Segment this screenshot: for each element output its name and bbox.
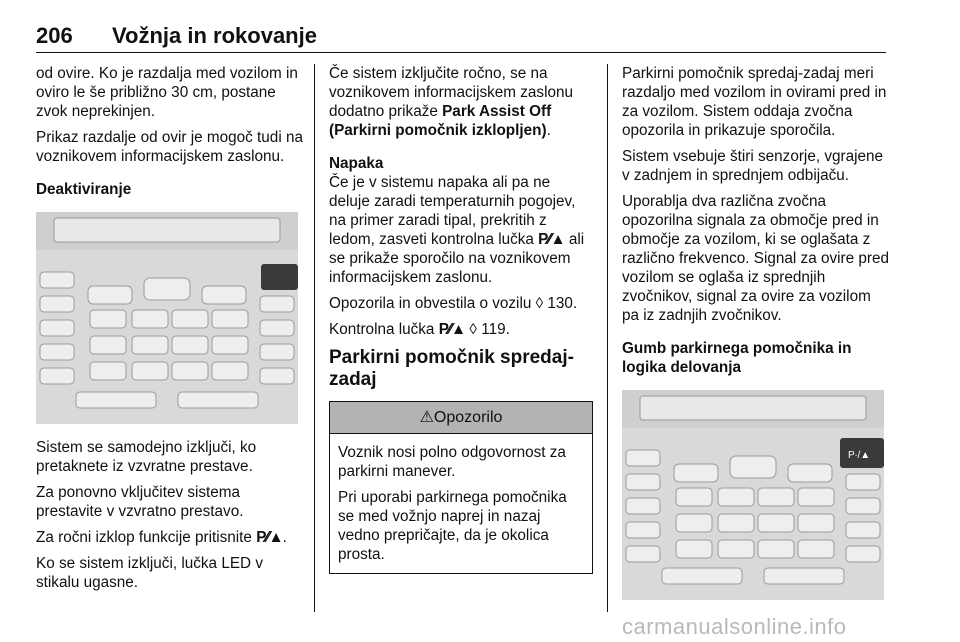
paragraph: Kontrolna lučka P⁄⁄▲ ◊ 119. — [329, 321, 510, 338]
section-heading-deactivate: Deaktiviranje — [36, 181, 132, 198]
column-2 — [329, 64, 593, 582]
paragraph: Sistem vsebuje štiri senzorje, vgrajene v zadnjem in sprednjem odbijaču. — [622, 148, 884, 184]
paragraph: Če sistem izključite ročno, se na voznikovem informacijskem zaslonu dodatno prikaže Park Assist Off (Parkirni pomočnik izklopljen). — [329, 65, 573, 139]
paragraph: Ko se sistem izključi, lučka LED v stikalu ugasne. — [36, 555, 263, 591]
column-divider — [607, 64, 608, 612]
paragraph: Pri uporabi parkirnega pomočnika se med vožnjo naprej in nazaj vedno prepričajte, da je okolica prosta. — [338, 489, 567, 563]
paragraph: Sistem se samodejno izključi, ko pretaknete iz vzvratne prestave. — [36, 439, 257, 475]
warning-title: Opozorilo — [433, 409, 503, 426]
display-message: Park Assist Off (Parkirni pomočnik izklopljen) — [329, 103, 552, 139]
paragraph: Za ročni izklop funkcije pritisnite P⁄⁄▲. — [36, 529, 287, 546]
section-heading-fault: Napaka — [329, 155, 384, 172]
chapter-title: Vožnja in rokovanje — [112, 23, 317, 48]
watermark: carmanualsonline.info — [622, 614, 847, 639]
warning-icon: ⚠ — [419, 409, 434, 426]
paragraph: Prikaz razdalje od ovir je mogoč tudi na voznikovem informacijskem zaslonu. — [36, 129, 303, 165]
park-assist-icon: P⁄⁄▲ — [256, 529, 283, 546]
section-heading-front-rear: Parkirni pomočnik spredaj-zadaj — [329, 347, 574, 390]
warning-box — [329, 401, 593, 574]
column-divider — [314, 64, 315, 612]
paragraph: Uporablja dva različna zvočna opozorilna signala za območje pred in območje za vozilom, ki se oglašata z različno frekvenco. Signal za ovire pred vozilom se oglaša iz sprednjih zvočnikov, signal za ovire za vozilom pa iz zadnjih zvočnikov. — [622, 193, 889, 324]
column-1 — [36, 64, 304, 599]
warning-header — [330, 402, 592, 434]
section-heading-button-logic: Gumb parkirnega pomočnika in logika delovanja — [622, 340, 852, 376]
page-number: 206 — [36, 23, 73, 48]
paragraph: Opozorila in obvestila o vozilu ◊ 130. — [329, 295, 578, 312]
park-assist-button-label: P∙/▲ — [848, 450, 871, 461]
park-assist-icon: P⁄⁄▲ — [438, 321, 466, 338]
park-assist-icon: P⁄⁄▲ — [538, 231, 565, 248]
paragraph: Če je v sistemu napaka ali pa ne deluje zaradi temperaturnih pogojev, na primer zaradi tipal, prekritih z ledom, zasveti kontrolna lučka P⁄⁄▲ ali se prikaže sporočilo na voznikovem informacijskem zaslonu. — [329, 174, 585, 286]
page-header — [36, 22, 886, 53]
column-3 — [622, 64, 890, 614]
paragraph: Parkirni pomočnik spredaj-zadaj meri razdaljo med vozilom in ovirami pred in za vozilom. Sistem oddaja zvočna opozorila in prikazuje sporočila. — [622, 65, 887, 139]
warning-body — [330, 434, 592, 573]
park-assist-button-photo — [622, 390, 884, 600]
paragraph: od ovire. Ko je razdalja med vozilom in oviro le še približno 30 cm, postane zvok neprekinjen. — [36, 65, 298, 120]
paragraph: Za ponovno vključitev sistema prestavite v vzvratno prestavo. — [36, 484, 244, 520]
paragraph: Voznik nosi polno odgovornost za parkirni manever. — [338, 444, 566, 480]
dashboard-buttons-photo — [36, 212, 298, 424]
